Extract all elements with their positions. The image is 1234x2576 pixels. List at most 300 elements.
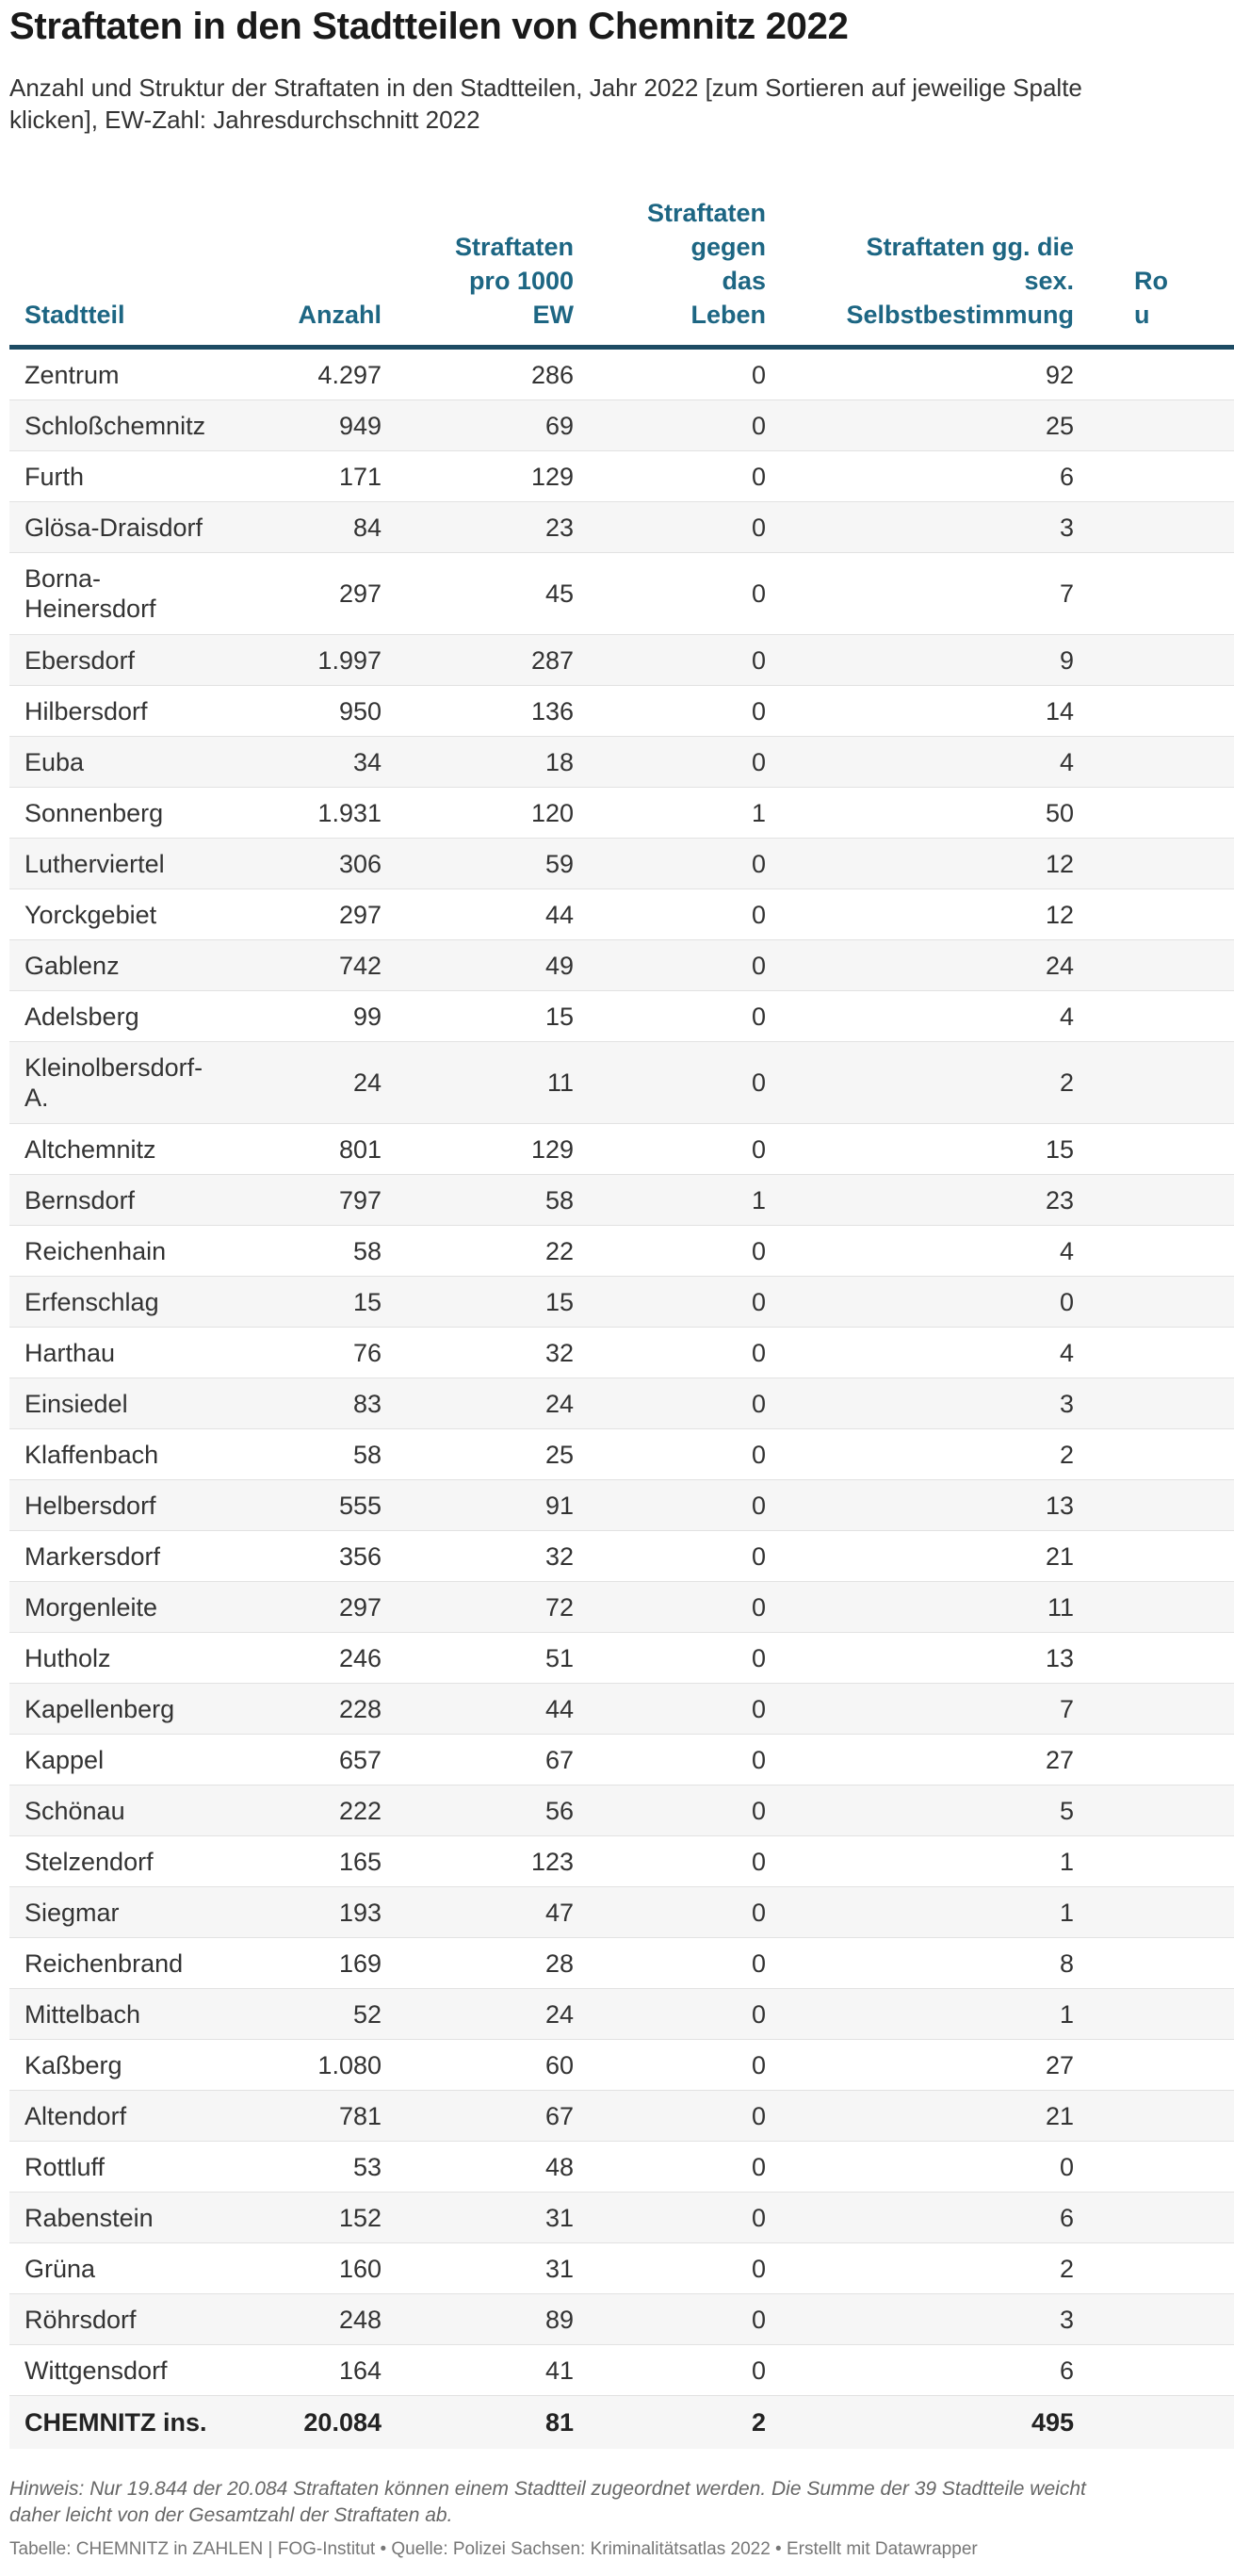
cell-sex-selbstbestimmung: 15: [766, 1124, 1074, 1175]
cell-stadtteil: [9, 2345, 221, 2396]
cell-anzahl: 20.084: [221, 2396, 382, 2450]
cell-next-column: [1074, 635, 1234, 686]
cell-sex-selbstbestimmung: 0: [766, 1277, 1074, 1328]
header-anzahl[interactable]: [221, 179, 382, 348]
cell-anzahl: 58: [221, 1429, 382, 1480]
cell-stadtteil: CHEMNITZ ins.: [9, 2396, 221, 2450]
table-row: [9, 2091, 1234, 2142]
header-line: Leben: [690, 301, 766, 329]
cell-next-column: [1074, 2294, 1234, 2345]
table-row: [9, 1582, 1234, 1633]
table-row: [9, 1938, 1234, 1989]
cell-sex-selbstbestimmung: 1: [766, 1989, 1074, 2040]
cell-next-column: [1074, 1684, 1234, 1735]
stadtteil-name-line: Hutholz: [24, 1643, 111, 1672]
cell-gegen-das-leben: 0: [574, 1480, 766, 1531]
cell-anzahl: 171: [221, 451, 382, 502]
table-row: [9, 502, 1234, 553]
cell-anzahl: 99: [221, 991, 382, 1042]
table-row: [9, 1684, 1234, 1735]
cell-sex-selbstbestimmung: 8: [766, 1938, 1074, 1989]
table-row: [9, 1633, 1234, 1684]
stadtteil-name-line: Kleinolbersdorf-: [24, 1053, 203, 1082]
cell-next-column: [1074, 2193, 1234, 2243]
cell-stadtteil: [9, 686, 221, 737]
cell-next-column: [1074, 686, 1234, 737]
chart-subtitle: Anzahl und Struktur der Straftaten in den Stadtteilen, Jahr 2022 [zum Sortieren auf jeweilige Spalte klicken], EW-Zahl: Jahresdurchschnitt 2022: [9, 73, 1082, 134]
cell-sex-selbstbestimmung: 3: [766, 2294, 1074, 2345]
header-stadtteil[interactable]: [9, 179, 221, 348]
cell-pro-1000-ew: 25: [382, 1429, 574, 1480]
cell-pro-1000-ew: 32: [382, 1328, 574, 1378]
stadtteil-name-line: Klaffenbach: [24, 1440, 159, 1469]
cell-sex-selbstbestimmung: 4: [766, 1328, 1074, 1378]
cell-sex-selbstbestimmung: 0: [766, 2142, 1074, 2193]
cell-anzahl: 950: [221, 686, 382, 737]
cell-pro-1000-ew: 67: [382, 2091, 574, 2142]
cell-sex-selbstbestimmung: 7: [766, 553, 1074, 635]
cell-stadtteil: [9, 1328, 221, 1378]
header-line: pro 1000: [468, 267, 574, 295]
cell-next-column: [1074, 1277, 1234, 1328]
cell-gegen-das-leben: 0: [574, 839, 766, 889]
stadtteil-name-line: Hilbersdorf: [24, 696, 148, 726]
table-row: [9, 788, 1234, 839]
cell-gegen-das-leben: 0: [574, 1531, 766, 1582]
stadtteil-name-line: Adelsberg: [24, 1002, 139, 1031]
cell-stadtteil: [9, 2091, 221, 2142]
cell-next-column: [1074, 2396, 1234, 2450]
cell-next-column: [1074, 1887, 1234, 1938]
cell-anzahl: 297: [221, 553, 382, 635]
cell-gegen-das-leben: 0: [574, 635, 766, 686]
cell-anzahl: 246: [221, 1633, 382, 1684]
stadtteil-name-line: A.: [24, 1084, 49, 1112]
cell-sex-selbstbestimmung: 6: [766, 2193, 1074, 2243]
cell-gegen-das-leben: 0: [574, 991, 766, 1042]
stadtteil-name-line: Glösa-Draisdorf: [24, 513, 203, 542]
data-table: [9, 179, 1234, 2449]
header-gegen-das-leben[interactable]: [574, 179, 766, 348]
header-line: Ro: [1134, 267, 1168, 295]
cell-gegen-das-leben: 0: [574, 2193, 766, 2243]
table-row: [9, 1887, 1234, 1938]
cell-pro-1000-ew: 129: [382, 451, 574, 502]
cell-next-column: [1074, 1124, 1234, 1175]
cell-gegen-das-leben: 0: [574, 2243, 766, 2294]
cell-sex-selbstbestimmung: 12: [766, 889, 1074, 940]
table-row: [9, 451, 1234, 502]
cell-sex-selbstbestimmung: 24: [766, 940, 1074, 991]
table-row: [9, 2345, 1234, 2396]
cell-stadtteil: [9, 1226, 221, 1277]
cell-stadtteil: [9, 2142, 221, 2193]
header-pro-1000-ew[interactable]: [382, 179, 574, 348]
cell-pro-1000-ew: 91: [382, 1480, 574, 1531]
cell-stadtteil: [9, 940, 221, 991]
cell-pro-1000-ew: 45: [382, 553, 574, 635]
cell-pro-1000-ew: 120: [382, 788, 574, 839]
cell-next-column: [1074, 1633, 1234, 1684]
table-row: [9, 400, 1234, 451]
cell-gegen-das-leben: 0: [574, 940, 766, 991]
cell-stadtteil: [9, 2040, 221, 2091]
cell-anzahl: 76: [221, 1328, 382, 1378]
cell-sex-selbstbestimmung: 27: [766, 2040, 1074, 2091]
header-line: das: [722, 267, 766, 295]
cell-next-column: [1074, 1480, 1234, 1531]
header-next-column[interactable]: [1074, 179, 1234, 348]
cell-anzahl: 24: [221, 1042, 382, 1124]
cell-pro-1000-ew: 136: [382, 686, 574, 737]
cell-next-column: [1074, 451, 1234, 502]
cell-stadtteil: [9, 1684, 221, 1735]
cell-sex-selbstbestimmung: 12: [766, 839, 1074, 889]
cell-pro-1000-ew: 67: [382, 1735, 574, 1785]
header-line: Straftaten gg. die: [866, 233, 1074, 261]
cell-stadtteil: [9, 839, 221, 889]
cell-anzahl: 34: [221, 737, 382, 788]
chart-title: Straftaten in den Stadtteilen von Chemnitz 2022: [9, 6, 849, 47]
cell-anzahl: 1.997: [221, 635, 382, 686]
cell-next-column: [1074, 1735, 1234, 1785]
cell-next-column: [1074, 788, 1234, 839]
cell-pro-1000-ew: 286: [382, 348, 574, 400]
cell-anzahl: 165: [221, 1836, 382, 1887]
table-total-row: [9, 2396, 1234, 2450]
cell-sex-selbstbestimmung: 27: [766, 1735, 1074, 1785]
cell-anzahl: 52: [221, 1989, 382, 2040]
table-row: [9, 553, 1234, 635]
header-line: Stadtteil: [24, 301, 125, 329]
cell-stadtteil: [9, 451, 221, 502]
stadtteil-name-line: Euba: [24, 747, 85, 776]
cell-pro-1000-ew: 11: [382, 1042, 574, 1124]
cell-anzahl: 84: [221, 502, 382, 553]
cell-gegen-das-leben: 0: [574, 1042, 766, 1124]
cell-gegen-das-leben: 0: [574, 2142, 766, 2193]
cell-stadtteil: [9, 1480, 221, 1531]
cell-stadtteil: [9, 1429, 221, 1480]
stadtteil-name-line: Borna-: [24, 564, 102, 593]
cell-stadtteil: [9, 1277, 221, 1328]
cell-next-column: [1074, 2243, 1234, 2294]
stadtteil-name-line: Furth: [24, 462, 85, 491]
header-line: [1134, 230, 1234, 264]
stadtteil-name-line: Schönau: [24, 1796, 125, 1825]
cell-stadtteil: [9, 2243, 221, 2294]
cell-pro-1000-ew: 28: [382, 1938, 574, 1989]
cell-anzahl: 797: [221, 1175, 382, 1226]
cell-pro-1000-ew: 129: [382, 1124, 574, 1175]
cell-anzahl: 356: [221, 1531, 382, 1582]
cell-gegen-das-leben: 0: [574, 2294, 766, 2345]
cell-gegen-das-leben: 0: [574, 1226, 766, 1277]
stadtteil-name-line: Kapellenberg: [24, 1694, 175, 1723]
cell-gegen-das-leben: 0: [574, 1938, 766, 1989]
stadtteil-name-line: Einsiedel: [24, 1389, 128, 1418]
table-row: [9, 2142, 1234, 2193]
cell-stadtteil: [9, 889, 221, 940]
cell-next-column: [1074, 1378, 1234, 1429]
cell-next-column: [1074, 1175, 1234, 1226]
table-row: [9, 1328, 1234, 1378]
stadtteil-name-line: Yorckgebiet: [24, 900, 157, 929]
cell-sex-selbstbestimmung: 5: [766, 1785, 1074, 1836]
cell-gegen-das-leben: 0: [574, 889, 766, 940]
cell-pro-1000-ew: 72: [382, 1582, 574, 1633]
cell-stadtteil: [9, 1938, 221, 1989]
table-row: [9, 635, 1234, 686]
cell-anzahl: 164: [221, 2345, 382, 2396]
cell-gegen-das-leben: 0: [574, 686, 766, 737]
cell-anzahl: 53: [221, 2142, 382, 2193]
cell-next-column: [1074, 737, 1234, 788]
cell-gegen-das-leben: 0: [574, 400, 766, 451]
cell-pro-1000-ew: 24: [382, 1378, 574, 1429]
table-row: [9, 1429, 1234, 1480]
cell-stadtteil: [9, 502, 221, 553]
cell-pro-1000-ew: 47: [382, 1887, 574, 1938]
cell-stadtteil: [9, 1378, 221, 1429]
cell-stadtteil: [9, 1989, 221, 2040]
header-line: Straftaten: [646, 199, 766, 227]
cell-gegen-das-leben: 0: [574, 1684, 766, 1735]
cell-pro-1000-ew: 49: [382, 940, 574, 991]
cell-anzahl: 781: [221, 2091, 382, 2142]
header-line: u: [1134, 301, 1150, 329]
cell-next-column: [1074, 2091, 1234, 2142]
cell-next-column: [1074, 348, 1234, 400]
cell-next-column: [1074, 889, 1234, 940]
table-row: [9, 1042, 1234, 1124]
table-row: [9, 1785, 1234, 1836]
stadtteil-name-line: Sonnenberg: [24, 798, 164, 827]
cell-pro-1000-ew: 31: [382, 2193, 574, 2243]
cell-anzahl: 4.297: [221, 348, 382, 400]
cell-next-column: [1074, 1328, 1234, 1378]
stadtteil-name-line: Reichenbrand: [24, 1948, 184, 1978]
cell-gegen-das-leben: 0: [574, 348, 766, 400]
cell-anzahl: 306: [221, 839, 382, 889]
cell-gegen-das-leben: 0: [574, 1989, 766, 2040]
cell-stadtteil: [9, 2193, 221, 2243]
cell-pro-1000-ew: 23: [382, 502, 574, 553]
cell-sex-selbstbestimmung: 495: [766, 2396, 1074, 2450]
stadtteil-name-line: Zentrum: [24, 360, 120, 389]
cell-sex-selbstbestimmung: 3: [766, 502, 1074, 553]
table-row: [9, 2040, 1234, 2091]
cell-pro-1000-ew: 123: [382, 1836, 574, 1887]
cell-stadtteil: [9, 1633, 221, 1684]
table-row: [9, 2243, 1234, 2294]
table-row: [9, 686, 1234, 737]
header-line: sex.: [1024, 267, 1074, 295]
header-line: Anzahl: [298, 301, 382, 329]
stadtteil-name-line: Heinersdorf: [24, 595, 156, 623]
cell-stadtteil: [9, 635, 221, 686]
cell-anzahl: 222: [221, 1785, 382, 1836]
header-line: [1134, 196, 1234, 230]
cell-sex-selbstbestimmung: 23: [766, 1175, 1074, 1226]
cell-sex-selbstbestimmung: 11: [766, 1582, 1074, 1633]
table-row: [9, 991, 1234, 1042]
cell-sex-selbstbestimmung: 4: [766, 737, 1074, 788]
cell-anzahl: 801: [221, 1124, 382, 1175]
cell-gegen-das-leben: 0: [574, 1124, 766, 1175]
cell-gegen-das-leben: 0: [574, 1582, 766, 1633]
table-row: [9, 1735, 1234, 1785]
cell-next-column: [1074, 2142, 1234, 2193]
cell-pro-1000-ew: 69: [382, 400, 574, 451]
cell-anzahl: 949: [221, 400, 382, 451]
stadtteil-name-line: Schloßchemnitz: [24, 411, 206, 440]
cell-pro-1000-ew: 48: [382, 2142, 574, 2193]
cell-anzahl: 1.931: [221, 788, 382, 839]
cell-sex-selbstbestimmung: 6: [766, 451, 1074, 502]
stadtteil-name-line: Lutherviertel: [24, 849, 165, 878]
stadtteil-name-line: Kaßberg: [24, 2050, 122, 2079]
table-body: [9, 348, 1234, 2450]
cell-sex-selbstbestimmung: 50: [766, 788, 1074, 839]
cell-gegen-das-leben: 2: [574, 2396, 766, 2450]
cell-gegen-das-leben: 1: [574, 788, 766, 839]
stadtteil-name-line: Erfenschlag: [24, 1287, 159, 1316]
table-row: [9, 1124, 1234, 1175]
cell-next-column: [1074, 400, 1234, 451]
stadtteil-name-line: Stelzendorf: [24, 1847, 154, 1876]
cell-gegen-das-leben: 0: [574, 553, 766, 635]
cell-stadtteil: [9, 348, 221, 400]
cell-next-column: [1074, 1989, 1234, 2040]
cell-pro-1000-ew: 58: [382, 1175, 574, 1226]
header-line: Straftaten: [454, 233, 574, 261]
cell-anzahl: 15: [221, 1277, 382, 1328]
cell-anzahl: 555: [221, 1480, 382, 1531]
table-row: [9, 839, 1234, 889]
stadtteil-name-line: Altendorf: [24, 2101, 127, 2130]
cell-next-column: [1074, 1226, 1234, 1277]
cell-pro-1000-ew: 32: [382, 1531, 574, 1582]
cell-pro-1000-ew: 51: [382, 1633, 574, 1684]
cell-sex-selbstbestimmung: 13: [766, 1633, 1074, 1684]
cell-gegen-das-leben: 1: [574, 1175, 766, 1226]
cell-anzahl: 657: [221, 1735, 382, 1785]
cell-gegen-das-leben: 0: [574, 1633, 766, 1684]
cell-gegen-das-leben: 0: [574, 2345, 766, 2396]
cell-pro-1000-ew: 44: [382, 1684, 574, 1735]
table-row: [9, 1989, 1234, 2040]
cell-anzahl: 228: [221, 1684, 382, 1735]
stadtteil-name-line: Ebersdorf: [24, 645, 136, 675]
cell-stadtteil: [9, 400, 221, 451]
cell-next-column: [1074, 1582, 1234, 1633]
cell-gegen-das-leben: 0: [574, 1429, 766, 1480]
cell-pro-1000-ew: 56: [382, 1785, 574, 1836]
stadtteil-name-line: Gablenz: [24, 951, 120, 980]
cell-stadtteil: [9, 1042, 221, 1124]
table-row: [9, 737, 1234, 788]
header-sex-selbstbestimmung[interactable]: [766, 179, 1074, 348]
cell-stadtteil: [9, 2294, 221, 2345]
cell-sex-selbstbestimmung: 2: [766, 1429, 1074, 1480]
cell-gegen-das-leben: 0: [574, 1735, 766, 1785]
cell-next-column: [1074, 839, 1234, 889]
cell-next-column: [1074, 502, 1234, 553]
stadtteil-name-line: Mittelbach: [24, 1999, 141, 2029]
cell-sex-selbstbestimmung: 1: [766, 1887, 1074, 1938]
cell-sex-selbstbestimmung: 4: [766, 1226, 1074, 1277]
stadtteil-name-line: Rottluff: [24, 2152, 106, 2181]
cell-pro-1000-ew: 18: [382, 737, 574, 788]
cell-anzahl: 742: [221, 940, 382, 991]
cell-next-column: [1074, 991, 1234, 1042]
cell-next-column: [1074, 940, 1234, 991]
table-row: [9, 2193, 1234, 2243]
stadtteil-name-line: Helbersdorf: [24, 1491, 156, 1520]
source-line: Tabelle: CHEMNITZ in ZAHLEN | FOG-Institut • Quelle: Polizei Sachsen: Kriminalitätsatlas 2022 • Erstellt mit Datawrapper: [9, 2539, 978, 2559]
header-line: Selbstbestimmung: [846, 301, 1074, 329]
cell-gegen-das-leben: 0: [574, 1785, 766, 1836]
cell-gegen-das-leben: 0: [574, 737, 766, 788]
cell-stadtteil: [9, 737, 221, 788]
cell-pro-1000-ew: 22: [382, 1226, 574, 1277]
cell-gegen-das-leben: 0: [574, 1378, 766, 1429]
cell-sex-selbstbestimmung: 3: [766, 1378, 1074, 1429]
stadtteil-name-line: Morgenleite: [24, 1592, 158, 1622]
cell-sex-selbstbestimmung: 2: [766, 1042, 1074, 1124]
cell-anzahl: 58: [221, 1226, 382, 1277]
cell-pro-1000-ew: 15: [382, 991, 574, 1042]
cell-stadtteil: [9, 1582, 221, 1633]
cell-gegen-das-leben: 0: [574, 2091, 766, 2142]
data-table-container: [9, 179, 1168, 2449]
cell-sex-selbstbestimmung: 7: [766, 1684, 1074, 1735]
cell-anzahl: 152: [221, 2193, 382, 2243]
cell-pro-1000-ew: 287: [382, 635, 574, 686]
cell-stadtteil: [9, 991, 221, 1042]
cell-sex-selbstbestimmung: 92: [766, 348, 1074, 400]
cell-sex-selbstbestimmung: 4: [766, 991, 1074, 1042]
stadtteil-name-line: Kappel: [24, 1745, 105, 1774]
stadtteil-name-line: Rabenstein: [24, 2203, 154, 2232]
cell-gegen-das-leben: 0: [574, 1887, 766, 1938]
header-line: EW: [532, 301, 574, 329]
cell-gegen-das-leben: 0: [574, 451, 766, 502]
table-header-row: [9, 179, 1234, 348]
cell-stadtteil: [9, 1785, 221, 1836]
cell-next-column: [1074, 1938, 1234, 1989]
footnote: Hinweis: Nur 19.844 der 20.084 Straftaten können einem Stadtteil zugeordnet werden. Die Summe der 39 Stadtteile weicht daher leicht von der Gesamtzahl der Straftaten ab.: [9, 2478, 1086, 2526]
cell-sex-selbstbestimmung: 9: [766, 635, 1074, 686]
cell-sex-selbstbestimmung: 21: [766, 2091, 1074, 2142]
stadtteil-name-line: Markersdorf: [24, 1541, 161, 1571]
cell-stadtteil: [9, 1735, 221, 1785]
stadtteil-name-line: Harthau: [24, 1338, 116, 1367]
cell-gegen-das-leben: 0: [574, 1328, 766, 1378]
stadtteil-name-line: Bernsdorf: [24, 1185, 136, 1215]
cell-anzahl: 160: [221, 2243, 382, 2294]
cell-stadtteil: [9, 1836, 221, 1887]
cell-next-column: [1074, 1531, 1234, 1582]
cell-pro-1000-ew: 81: [382, 2396, 574, 2450]
cell-sex-selbstbestimmung: 25: [766, 400, 1074, 451]
stadtteil-name-line: Altchemnitz: [24, 1134, 156, 1164]
cell-anzahl: 193: [221, 1887, 382, 1938]
cell-next-column: [1074, 2345, 1234, 2396]
cell-sex-selbstbestimmung: 14: [766, 686, 1074, 737]
cell-sex-selbstbestimmung: 6: [766, 2345, 1074, 2396]
